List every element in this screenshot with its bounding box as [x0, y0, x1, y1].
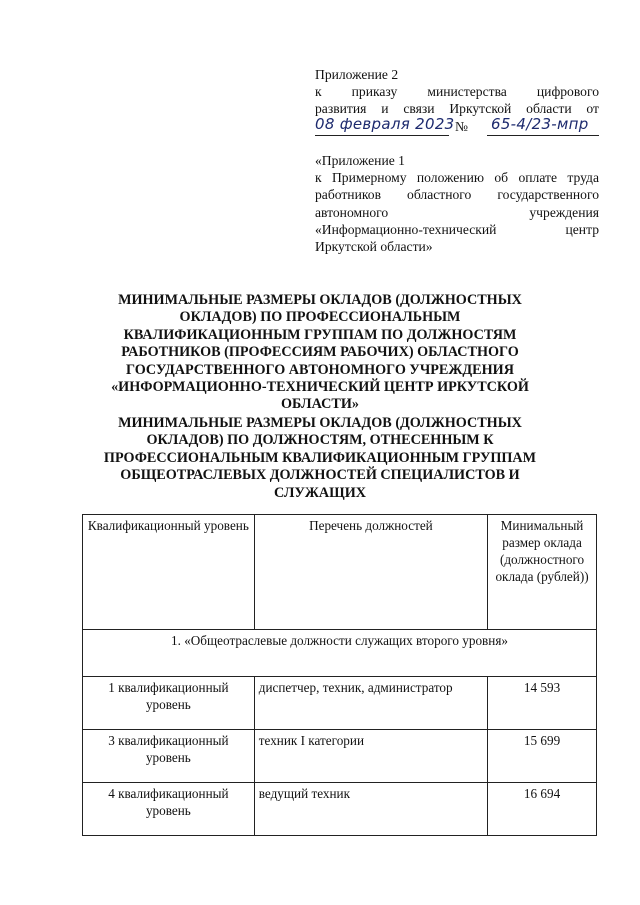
table-row	[83, 783, 597, 836]
salary-table	[82, 514, 597, 836]
header-positions: Перечень должностей	[254, 515, 487, 630]
handwritten-number: 65-4/23-мпр	[491, 115, 589, 133]
table-row	[83, 677, 597, 730]
row-positions: ведущий техник	[254, 783, 487, 836]
table-row	[83, 730, 597, 783]
heading-secondary: МИНИМАЛЬНЫЕ РАЗМЕРЫ ОКЛАДОВ (ДОЛЖНОСТНЫХ ОКЛАДОВ) ПО ДОЛЖНОСТЯМ, ОТНЕСЕННЫМ К ПРОФЕССИОНАЛЬНЫМ КВАЛИФИКАЦИОННЫМ ГРУППАМ ОБЩЕОТРАСЛЕВЫХ ДОЛЖНОСТЕЙ СПЕЦИАЛИСТОВ И СЛУЖАЩИХ	[103, 415, 537, 501]
header-salary: Минимальный размер оклада (должностного оклада (рублей))	[488, 515, 597, 630]
row-salary: 14 593	[488, 677, 597, 730]
row-level: 1 квалификационный уровень	[83, 677, 255, 730]
appendix-quote-line-2: работников областного государственного	[315, 187, 599, 203]
number-underline	[487, 135, 599, 136]
row-salary: 16 694	[488, 783, 597, 836]
heading-primary: МИНИМАЛЬНЫЕ РАЗМЕРЫ ОКЛАДОВ (ДОЛЖНОСТНЫХ ОКЛАДОВ) ПО ПРОФЕССИОНАЛЬНЫМ КВАЛИФИКАЦИОННЫМ ГРУППАМ ПО ДОЛЖНОСТЯМ РАБОТНИКОВ (ПРОФЕССИЯМ РАБОЧИХ) ОБЛАСТНОГО ГОСУДАРСТВЕННОГО АВТОНОМНОГО УЧРЕЖДЕНИЯ «ИНФОРМАЦИОННО-ТЕХНИЧЕСКИЙ ЦЕНТР ИРКУТСКОЙ ОБЛАСТИ»	[111, 292, 529, 413]
row-salary: 15 699	[488, 730, 597, 783]
appendix-quote-block	[315, 152, 599, 255]
appendix-block	[315, 66, 599, 138]
table-section-row	[83, 630, 597, 677]
row-positions: диспетчер, техник, администратор	[254, 677, 487, 730]
section-title: 1. «Общеотраслевые должности служащих второго уровня»	[83, 630, 597, 677]
appendix-quote-line-4: «Информационно-технический центр	[315, 221, 599, 237]
appendix-quote-line-5: Иркутской области»	[315, 239, 433, 255]
appendix-line-2: развития и связи Иркутской области от	[315, 101, 599, 116]
header-level: Квалификационный уровень	[83, 515, 255, 630]
appendix-line-1: к приказу министерства цифрового	[315, 84, 599, 99]
date-number-line	[315, 115, 599, 138]
table-header-row	[83, 515, 597, 630]
row-level: 4 квалификационный уровень	[83, 783, 255, 836]
handwritten-date: 08 февраля 2023	[315, 115, 455, 133]
appendix-title: Приложение 2	[315, 67, 399, 82]
row-level: 3 квалификационный уровень	[83, 730, 255, 783]
appendix-quote-title: «Приложение 1	[315, 153, 405, 168]
date-underline	[315, 135, 449, 136]
appendix-quote-line-3: автономного учреждения	[315, 204, 599, 220]
appendix-quote-line-1: к Примерному положению об оплате труда	[315, 170, 599, 186]
row-positions: техник I категории	[254, 730, 487, 783]
number-sign: №	[455, 119, 468, 134]
